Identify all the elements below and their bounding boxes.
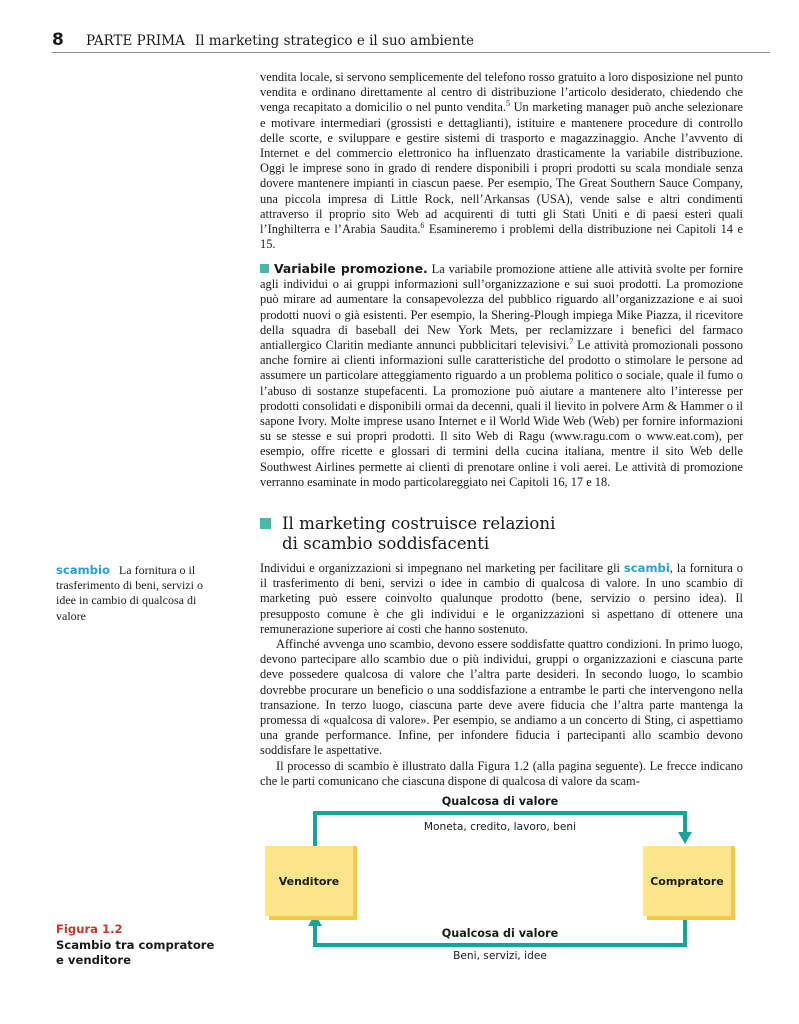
body-paragraph-distribution: vendita locale, si servono semplicemente del telefono rosso gratuito a loro disposizione nel punto vendita e ordinano direttamente al centro di distribuzione l’articolo desiderato, chiedendo che venga recapitato a domicilio o nel punto vendita.$^5$ Un marketing manager può anche selezionare e motivare intermediari (grossisti e dettaglianti), istituire e mantenere procedure di controllo delle scorte, e sviluppare e gestire sistemi di trasporto e magazzinaggio. Anche l’avvento di Internet e del commercio elettronico ha influenzato drasticamente la variabile distribuzione. Oggi le imprese sono in grado di rendere disponibili i propri prodotti su scala mondiale senza dovere mantenere impianti in ciascun paese. Per esempio, The Great Southern Sauce Company, una piccola impresa di Little Rock, nell’Arkansas (USA), vende salse e altri condimenti attraverso il proprio sito Web ad acquirenti di tutti gli Stati Uniti e di paesi esteri quali l’Inghilterra e l’Arabia Saudita.$^6$ Esamineremo i problemi della distribuzione nei Capitoli 14 e 15. xyxy=(260,70,743,252)
square-bullet-icon xyxy=(260,518,271,529)
running-header xyxy=(52,30,770,53)
figure-caption xyxy=(56,922,226,969)
figure-caption-text: Scambio tra compratore e venditore xyxy=(56,937,215,967)
bottom-sublabel: Beni, servizi, idee xyxy=(453,950,547,962)
body-paragraph: Il processo di scambio è illustrato dalla Figura 1.2 (alla pagina seguente). Le frecce indicano che le parti comunicano che ciascuna dispone di qualcosa di valore da scam- xyxy=(260,758,743,788)
chapter-title: Il marketing strategico e il suo ambiente xyxy=(194,33,474,49)
body-paragraph: Individui e organizzazioni si impegnano nel marketing per facilitare gli scambi, la fornitura o il trasferimento di beni, servizi o idee in cambio di qualcosa di valore. In uno scambio di marketing può essere coinvolto qualunque prodotto (bene, servizio o persino idea). Il presupposto comune è che gli individui e le organizzazioni si aspettano di ottenere una remunerazione superiore ai costi che hanno sostenuto. xyxy=(260,561,743,636)
figure-number: Figura 1.2 xyxy=(56,922,123,936)
top-label: Qualcosa di valore xyxy=(441,795,559,808)
glossary-keyword: scambi xyxy=(623,561,670,575)
bottom-label: Qualcosa di valore xyxy=(441,927,559,940)
exchange-diagram xyxy=(255,790,745,970)
body-paragraph: Affinché avvenga uno scambio, devono essere soddisfatte quattro condizioni. In primo luogo, devono partecipare allo scambio due o più individui, gruppi o organizzazioni e ciascuna parte deve possedere qualcosa di valore che l’altra parte desideri. In secondo luogo, lo scambio dovrebbe procurare un beneficio o una soddisfazione a entrambe le parti che intervengono nella transazione. In terzo luogo, ciascuna parte deve avere fiducia che l’altra parte mantenga la promessa di «qualcosa di valore». Per esempio, se andiamo a un concerto di Sting, ci aspettiamo una grande performance. Infine, per infondere fiducia i partecipanti allo scambio devono soddisfare le aspettative. xyxy=(260,637,743,758)
body-text-exchange xyxy=(260,561,743,789)
square-bullet-icon xyxy=(260,264,269,273)
glossary-definition: La fornitura o il trasferimento di beni, servizi o idee in cambio di qualcosa di valore xyxy=(56,563,203,623)
run-in-heading: Variabile promozione. xyxy=(274,261,428,276)
part-label: PARTE PRIMA xyxy=(86,33,185,49)
footnote-ref: 7 xyxy=(569,336,574,346)
running-title xyxy=(86,33,474,49)
top-sublabel: Moneta, credito, lavoro, beni xyxy=(423,821,577,833)
body-paragraph-promotion: Variabile promozione. La variabile promozione attiene alle attività svolte per fornire agli individui o ai gruppi informazioni sull’organizzazione e sui suoi prodotti. La promozione può mirare ad aumentare la consapevolezza del pubblico riguardo all’organizzazione e ai suoi prodotti nuovi o già esistenti. Per esempio, la Shering-Plough impiega Mike Piazza, il ricevitore della squadra di baseball dei New York Mets, per reclamizzare i benefici del farmaco antiallergico Claritin mediante annunci pubblicitari televisivi.$^7$ Le attività promozionali possono anche fornire ai clienti informazioni sulle caratteristiche del prodotto o stimolare le persone ad assumere un particolare atteggiamento riguardo a un problema politico o sociale, quale il fumo o l’abuso di sostanze stupefacenti. La promozione può aiutare a mantenere alto l’interesse per prodotti consolidati e disponibili ormai da decenni, quali il lievito in polvere Arm & Hammer o il sapone Ivory. Molte imprese usano Internet e il World Wide Web (Web) per fornire informazioni su se stesse e sui propri prodotti. Il sito Web di Ragu (www.ragu.com o www.eat.com), per esempio, offre ricette e glossari di termini della cucina italiana, mentre il sito Web delle Southwest Airlines permette ai clienti di prenotare online i voli aerei. Le attività di promozione verranno esaminate in modo particolareggiato nei Capitoli 16, 17 e 18. xyxy=(260,261,743,489)
arrow-head-down-icon xyxy=(678,832,692,844)
buyer-box: Compratore xyxy=(643,846,731,916)
page-number: 8 xyxy=(52,30,64,50)
section-heading: Il marketing costruisce relazioni di scambio soddisfacenti xyxy=(260,514,740,554)
glossary-term: scambio xyxy=(56,563,110,577)
footnote-ref: 6 xyxy=(420,220,425,230)
seller-box: Venditore xyxy=(265,846,353,916)
margin-glossary-note xyxy=(56,563,204,624)
footnote-ref: 5 xyxy=(505,99,510,109)
